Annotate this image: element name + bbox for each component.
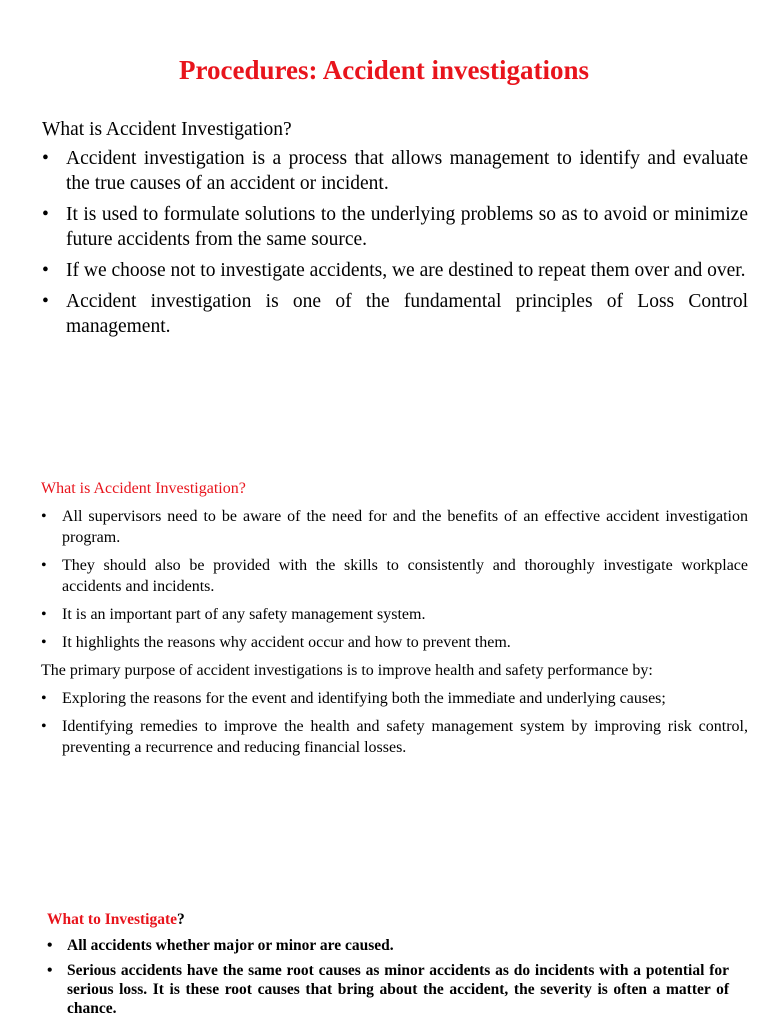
list-item: • Exploring the reasons for the event and identifying both the immediate and underlying causes; xyxy=(41,688,748,709)
list-item: • It highlights the reasons why accident occur and how to prevent them. xyxy=(41,632,748,653)
list-item: • If we choose not to investigate accidents, we are destined to repeat them over and over. xyxy=(42,258,748,283)
section-what-is-accident-investigation xyxy=(42,116,748,345)
bullet-list xyxy=(42,146,748,339)
list-item: • They should also be provided with the skills to consistently and thoroughly investigate workplace accidents and incidents. xyxy=(41,555,748,597)
section-what-to-investigate xyxy=(47,909,729,1024)
page-title: Procedures: Accident investigations xyxy=(179,55,589,85)
purpose-bullet-list xyxy=(41,688,748,758)
list-item: • All supervisors need to be aware of the need for and the benefits of an effective accident investigation program. xyxy=(41,506,748,548)
purpose-paragraph: The primary purpose of accident investigations is to improve health and safety performance by: xyxy=(41,662,653,679)
section-accident-investigation-details xyxy=(41,478,748,765)
section-intro: What is Accident Investigation? xyxy=(42,119,292,140)
list-item: • Identifying remedies to improve the health and safety management system by improving risk control, preventing a recurrence and reducing financial losses. xyxy=(41,716,748,758)
section-heading-text: What to Investigate xyxy=(47,911,178,928)
section-heading: What is Accident Investigation? xyxy=(41,480,246,497)
list-item: • Serious accidents have the same root causes as minor accidents as do incidents with a potential for serious loss. It is these root causes that bring about the accident, the severity is often a matter of chance. xyxy=(47,961,729,1018)
bullet-list xyxy=(41,506,748,653)
section-heading xyxy=(47,909,729,931)
bullet-list xyxy=(47,936,729,1018)
list-item: • Accident investigation is a process that allows management to identify and evaluate the true causes of an accident or incident. xyxy=(42,146,748,196)
list-item: • Accident investigation is one of the fundamental principles of Loss Control management. xyxy=(42,289,748,339)
list-item: • It is used to formulate solutions to the underlying problems so as to avoid or minimize future accidents from the same source. xyxy=(42,202,748,252)
section-heading-suffix: ? xyxy=(177,911,185,928)
list-item: • All accidents whether major or minor are caused. xyxy=(47,936,729,955)
list-item: • It is an important part of any safety management system. xyxy=(41,604,748,625)
